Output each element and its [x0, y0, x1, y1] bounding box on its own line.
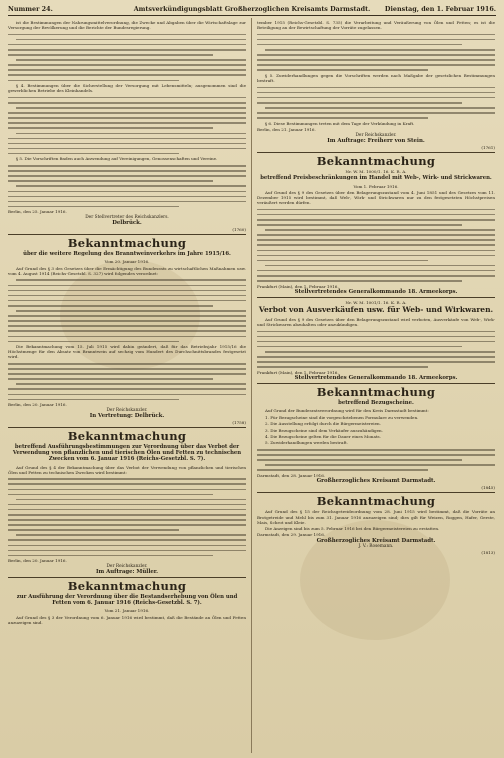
section-rule	[8, 234, 246, 235]
text-line	[257, 87, 495, 89]
signatory-name: Delbrück.	[112, 219, 142, 226]
text-line	[8, 363, 246, 365]
text-line	[257, 44, 462, 46]
text-line	[8, 127, 213, 129]
text-line	[257, 34, 495, 36]
paragraph: § 5. Die Vorschriften finden auch Anwendung auf Vereinigungen, Genossenschaften und Vereine.	[16, 156, 218, 162]
text-line	[8, 320, 246, 322]
text-block	[8, 478, 246, 556]
text-line	[257, 59, 495, 61]
reference-number: (1760)	[232, 227, 246, 233]
text-line	[8, 504, 246, 506]
text-line	[265, 107, 495, 109]
text-line	[8, 519, 246, 521]
reference-number: (1761)	[481, 144, 495, 150]
signature	[257, 133, 495, 144]
text-line	[8, 489, 246, 491]
text-line	[8, 373, 246, 375]
reference-number: (1758)	[232, 419, 246, 425]
paragraph: Auf Grund des § 4 der Bekanntmachung über das Verbot der Verwendung von pflanzlichen und tierischen Ölen und Fetten zu technischen Zwecken wird bestimmt:	[8, 464, 246, 475]
signatory-role: Der Reichskanzler.	[106, 408, 148, 414]
section-headline: Bekanntmachung	[316, 153, 436, 168]
text-line	[16, 133, 246, 135]
text-line	[8, 514, 246, 516]
text-line	[257, 214, 495, 216]
signatory-name: Im Auftrage: Müller.	[95, 568, 159, 575]
signature-place-date: Frankfurt (Main), den 1. Februar 1916.	[257, 369, 339, 375]
text-line	[257, 255, 495, 257]
text-line	[16, 39, 246, 41]
text-block	[8, 34, 246, 81]
section-subhead: betreffend Ausführungsbestimmungen zur Verordnung über das Verbot der Verwendung von pflanzlichen und tierischen Ölen und Fetten zu technischen Zwecken vom 6. Januar 1916 (Reichs-Gesetzbl. S. 7).	[12, 443, 242, 463]
column-divider	[251, 18, 252, 753]
section-headline: Bekanntmachung	[316, 385, 436, 400]
publication-title: Amtsverkündigungsblatt Großherzoglichen Kreisamts Darmstadt.	[133, 5, 371, 13]
signature-place-date: Berlin, den 21. Januar 1916.	[257, 127, 316, 133]
paragraph: ist die Bestimmungen der Nahrungsmittelverordnung, die Zwecke und Abgaben über die Wirtschaftslage zur Versorgung der Bevölkerung und die Berichte der Bundesregierung.	[8, 20, 246, 31]
text-line	[8, 285, 246, 287]
text-line	[8, 290, 246, 292]
section-rule	[8, 577, 246, 578]
section-rule	[257, 152, 495, 153]
text-block	[257, 34, 495, 71]
text-line	[257, 117, 428, 119]
text-line	[257, 112, 495, 114]
text-line	[257, 459, 462, 461]
text-line	[16, 310, 246, 312]
page-header	[8, 3, 496, 16]
paragraph: Auf Grund des § 9 des Gesetzes über den Belagerungszustand wird verboten, Ausverkäufe von Web-, Wirk- und Strickwaren abzuhalten oder anzukündigen.	[257, 316, 495, 327]
text-line	[265, 265, 495, 267]
list-item: 5. Zuwiderhandlungen werden bestraft.	[265, 440, 348, 446]
text-block	[8, 279, 246, 342]
text-line	[8, 64, 246, 66]
text-line	[8, 34, 246, 36]
section-rule	[257, 383, 495, 384]
signatory-org: Großherzogliches Kreisamt Darmstadt.	[316, 478, 436, 485]
paragraph: Die Bekanntmachung vom 15. Juli 1915 wird dahin geändert, daß für das Betriebsjahr 1915/16 die Höchstmenge für den Absatz von Branntwein auf sechzig vom Hundert des Durchschnittsbrandes festgesetzt wird.	[8, 344, 246, 360]
paragraph: Die Anzeigen sind bis zum 5. Februar 1916 bei den Bürgermeistereien zu erstatten.	[265, 526, 440, 532]
text-line	[257, 64, 495, 66]
signature-place-date: Frankfurt (Main), den 1. Februar 1916.	[257, 283, 339, 289]
section-date: Vom 20. Januar 1916.	[104, 259, 150, 265]
section-rule	[257, 297, 495, 298]
text-block	[257, 449, 495, 471]
section-headline: Bekanntmachung	[67, 236, 187, 251]
signature	[8, 408, 246, 419]
signatory-role: Der Reichskanzler.	[106, 564, 148, 570]
text-line	[257, 39, 495, 41]
text-line	[8, 315, 246, 317]
paragraph: Auf Grund des § 3 des Gesetzes über die Ermächtigung des Bundesrats zu wirtschaftlichen Maßnahmen usw. vom 4. August 1914 (Reichs-Gesetzbl. S. 327) wird folgendes verordnet:	[8, 265, 246, 276]
text-line	[8, 153, 179, 155]
text-line	[16, 107, 246, 109]
text-line	[265, 229, 495, 231]
section-date: Vom 21. Januar 1916.	[104, 608, 150, 614]
left-column	[8, 20, 246, 626]
text-line	[8, 529, 179, 531]
text-block	[257, 331, 495, 368]
text-line	[16, 279, 246, 281]
signature	[257, 539, 495, 550]
text-line	[8, 49, 246, 51]
text-line	[8, 122, 246, 124]
signatory-name: J. V.: Rosemann.	[358, 543, 394, 549]
text-line	[8, 509, 246, 511]
text-line	[257, 97, 495, 99]
text-line	[257, 270, 495, 272]
text-line	[8, 206, 179, 208]
reference-number: (1845)	[481, 485, 495, 491]
paragraph: Auf Grund der Bundesratsverordnung wird für den Kreis Darmstadt bestimmt:	[265, 408, 429, 414]
text-line	[257, 250, 495, 252]
text-block	[257, 87, 495, 119]
text-line	[257, 260, 428, 262]
text-line	[265, 351, 495, 353]
paragraph: § 5. Zuwiderhandlungen gegen die Vorschriften werden nach Maßgabe der gesetzlichen Bestimmungen bestraft.	[257, 72, 495, 84]
section-subhead: zur Ausführung der Verordnung über die Bestandserhebung von Ölen und Fetten vom 6. Januar 1916 (Reichs-Gesetzbl. S. 7).	[16, 593, 238, 607]
text-line	[8, 165, 246, 167]
text-line	[8, 545, 246, 547]
signature	[8, 215, 246, 226]
section-headline: Verbot von Ausverkäufen usw. für Web- und Wirkwaren.	[258, 305, 494, 315]
text-line	[8, 138, 246, 140]
text-line	[8, 170, 246, 172]
paragraph: Auf Grund des § 3 der Verordnung vom 6. Januar 1916 wird bestimmt, daß die Bestände an Ölen und Fetten anzuzeigen sind.	[8, 614, 246, 625]
text-line	[8, 102, 246, 104]
text-line	[8, 44, 246, 46]
text-line	[8, 143, 246, 145]
reference-number: (1813)	[481, 550, 495, 556]
text-line	[8, 478, 246, 480]
text-line	[257, 280, 462, 282]
text-line	[257, 275, 495, 277]
text-line	[8, 330, 246, 332]
text-line	[257, 454, 495, 456]
text-line	[8, 388, 246, 390]
text-line	[257, 366, 428, 368]
text-line	[16, 534, 246, 536]
section-rule	[8, 427, 246, 428]
signature-place-date: Darmstadt, den 28. Januar 1916.	[257, 472, 326, 478]
text-line	[257, 69, 428, 71]
text-line	[257, 54, 495, 56]
text-line	[8, 378, 213, 380]
signatory-org: Stellvertretendes Generalkommando 18. Armeekorps.	[294, 374, 458, 381]
text-line	[8, 336, 246, 338]
paragraph: Auf Grund des § 15 der Reichsgetreideordnung vom 28. Juni 1915 wird bestimmt, daß die Vorräte an Brotgetreide und Mehl bis zum 31. Januar 1916 anzuzeigen sind; dies gilt für Weizen, Roggen, Hafer, Gerste, Mais, Schrot und Kleie.	[257, 509, 495, 525]
section-headline: Bekanntmachung	[316, 494, 436, 509]
text-line	[8, 368, 246, 370]
text-block	[257, 209, 495, 282]
text-line	[8, 295, 246, 297]
text-line	[8, 117, 246, 119]
text-line	[8, 175, 246, 177]
text-line	[257, 219, 495, 221]
text-line	[257, 361, 495, 363]
text-line	[257, 102, 462, 104]
text-line	[257, 356, 495, 358]
section-headline: Bekanntmachung	[67, 578, 187, 593]
text-block	[8, 363, 246, 400]
signature-place-date: Darmstadt, den 29. Januar 1916.	[257, 532, 326, 538]
text-line	[257, 336, 495, 338]
text-line	[8, 196, 246, 198]
text-line	[8, 341, 179, 343]
text-line	[8, 524, 246, 526]
text-line	[8, 54, 213, 56]
text-line	[8, 80, 179, 82]
signatory-name: Im Auftrage: Freiherr von Stein.	[327, 137, 425, 144]
text-line	[8, 148, 246, 150]
issue-date: Dienstag, den 1. Februar 1916.	[384, 5, 496, 13]
text-line	[257, 209, 495, 211]
signature	[257, 376, 495, 381]
text-line	[257, 234, 495, 236]
text-line	[8, 69, 246, 71]
text-line	[8, 550, 246, 552]
text-line	[257, 244, 495, 246]
signature	[257, 290, 495, 295]
paragraph: § 4. Bestimmungen über die Sicherstellung der Versorgung mit Lebensmitteln; ausgenommen sind die gewerblichen Betriebe des Kleinhandels.	[8, 83, 246, 94]
paragraph: Auf Grund des § 9 des Gesetzes über den Belagerungszustand vom 4. Juni 1851 und des Gesetzes vom 11. Dezember 1915 wird bestimmt, daß Web-, Wirk- und Strickwaren nur zu den festgesetzten Höchstpreisen veräußert werden dürfen.	[257, 189, 495, 206]
text-line	[8, 180, 213, 182]
text-line	[257, 449, 495, 451]
list-item: 2. Die Ausstellung erfolgt durch die Bürgermeistereien.	[265, 421, 381, 427]
text-line	[265, 49, 495, 51]
section-subhead: über die weitere Regelung des Branntweinverkehrs im Jahre 1915/16.	[23, 251, 231, 258]
text-line	[16, 499, 246, 501]
signature-place-date: Berlin, den 20. Januar 1916.	[8, 558, 67, 564]
signature-place-date: Berlin, den 25. Januar 1916.	[8, 209, 67, 215]
text-line	[8, 483, 246, 485]
signature-place-date: Berlin, den 20. Januar 1916.	[8, 402, 67, 408]
signatory-role: Der Reichskanzler.	[355, 133, 397, 139]
text-line	[16, 383, 246, 385]
list-item: 1. Für Bezugscheine sind die vorgeschriebenen Formulare zu verwenden.	[265, 414, 419, 420]
text-line	[8, 539, 246, 541]
text-line	[265, 464, 495, 466]
text-line	[8, 325, 246, 327]
signatory-org: Stellvertretendes Generalkommando 18. Armeekorps.	[294, 288, 458, 295]
text-line	[16, 59, 246, 61]
signatory-name: In Vertretung: Delbrück.	[89, 412, 165, 419]
text-block	[8, 97, 246, 155]
text-line	[8, 97, 246, 99]
text-line	[257, 224, 462, 226]
signature	[8, 564, 246, 575]
signatory-role: Der Stellvertreter des Reichskanzlers.	[85, 215, 169, 221]
section-rule	[257, 492, 495, 493]
order-number: Nr. W. M. 1001/1. 16. K. R. A.	[345, 300, 407, 306]
text-line	[8, 74, 246, 76]
text-line	[8, 112, 246, 114]
section-subhead: betreffend Bezugscheine.	[338, 400, 414, 407]
paragraph: § 6. Diese Bestimmungen treten mit dem Tage der Verkündung in Kraft.	[265, 120, 415, 126]
text-line	[8, 555, 213, 557]
right-column	[257, 20, 495, 556]
paragraph: tember 1915 (Reichs-Gesetzbl. S. 735) die Verarbeitung und Veräußerung von Ölen und Fetten; es ist die Beteiligung an der Bewirtschaftung der Vorräte zugelassen.	[257, 20, 495, 31]
text-line	[8, 394, 246, 396]
section-subhead: betreffend Preisbeschränkungen im Handel mit Web-, Wirk- und Strickwaren.	[260, 175, 492, 182]
text-block	[8, 165, 246, 207]
text-line	[257, 469, 428, 471]
list-item: 3. Die Bezugscheine sind dem Verkäufer auszuhändigen.	[265, 427, 383, 433]
text-line	[257, 331, 495, 333]
list-item: 4. Die Bezugscheine gelten für die Dauer eines Monats.	[265, 434, 381, 439]
text-line	[8, 399, 179, 401]
text-line	[257, 92, 495, 94]
issue-number: Nummer 24.	[8, 5, 53, 13]
order-number: Nr. W. M. 1000/1. 16. K. R. A.	[345, 168, 407, 174]
text-line	[16, 185, 246, 187]
text-line	[257, 341, 495, 343]
signatory-org: Großherzogliches Kreisamt Darmstadt.	[316, 537, 436, 544]
text-line	[8, 305, 213, 307]
text-line	[8, 494, 213, 496]
text-line	[257, 239, 495, 241]
section-headline: Bekanntmachung	[67, 428, 187, 443]
text-line	[8, 300, 246, 302]
text-line	[257, 346, 462, 348]
section-date: Vom 1. Februar 1916.	[353, 183, 399, 189]
signature	[257, 479, 495, 484]
text-line	[8, 201, 246, 203]
text-line	[8, 191, 246, 193]
